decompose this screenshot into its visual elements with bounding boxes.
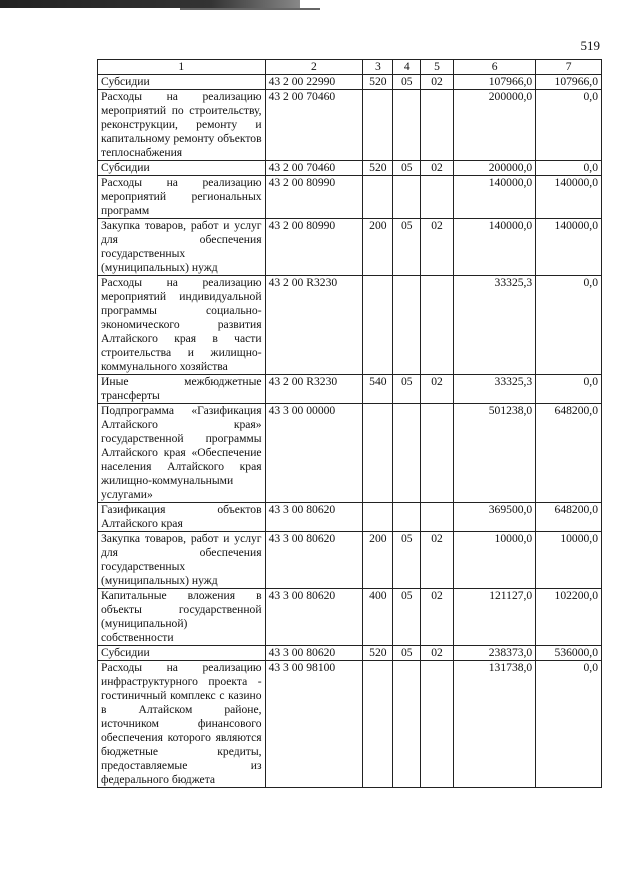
row-vr-cell: 520 <box>363 646 393 661</box>
row-vr-cell <box>363 90 393 161</box>
table-row <box>98 219 602 276</box>
row-sum-2-cell: 140000,0 <box>536 219 602 276</box>
row-name-cell: Закупка товаров, работ и услуг для обеспечения государственных (муниципальных) нужд <box>98 219 266 276</box>
table-row <box>98 503 602 532</box>
row-sum-1-cell: 140000,0 <box>453 219 535 276</box>
row-code-cell: 43 2 00 80990 <box>265 176 363 219</box>
row-rz-cell: 05 <box>393 375 421 404</box>
row-code-cell: 43 2 00 80990 <box>265 219 363 276</box>
row-rz-cell: 05 <box>393 532 421 589</box>
row-name-cell: Газификация объектов Алтайского края <box>98 503 266 532</box>
row-rz-cell: 05 <box>393 75 421 90</box>
row-sum-1-cell: 33325,3 <box>453 276 535 375</box>
row-pr-cell: 02 <box>421 219 454 276</box>
header-col-1: 1 <box>98 60 266 75</box>
table-row <box>98 404 602 503</box>
table-row <box>98 161 602 176</box>
row-sum-2-cell: 536000,0 <box>536 646 602 661</box>
row-code-cell: 43 3 00 98100 <box>265 661 363 788</box>
row-vr-cell: 520 <box>363 75 393 90</box>
row-sum-1-cell: 33325,3 <box>453 375 535 404</box>
row-pr-cell <box>421 404 454 503</box>
header-col-6: 6 <box>453 60 535 75</box>
row-sum-1-cell: 501238,0 <box>453 404 535 503</box>
row-code-cell: 43 2 00 R3230 <box>265 276 363 375</box>
row-vr-cell <box>363 276 393 375</box>
table-row <box>98 375 602 404</box>
row-pr-cell: 02 <box>421 375 454 404</box>
table-header-row <box>98 60 602 75</box>
row-name-cell: Расходы на реализацию инфраструктурного проекта - гостиничный комплекс с казино в Алтайском районе, источником финансового обеспечения которого являются бюджетные кредиты, предоставляемые из федерального бюджета <box>98 661 266 788</box>
row-name-cell: Иные межбюджетные трансферты <box>98 375 266 404</box>
budget-table-body <box>98 60 602 788</box>
row-vr-cell <box>363 404 393 503</box>
row-code-cell: 43 2 00 22990 <box>265 75 363 90</box>
row-pr-cell: 02 <box>421 646 454 661</box>
row-sum-2-cell: 0,0 <box>536 90 602 161</box>
table-row <box>98 176 602 219</box>
row-sum-2-cell: 648200,0 <box>536 503 602 532</box>
row-sum-1-cell: 140000,0 <box>453 176 535 219</box>
row-name-cell: Расходы на реализацию мероприятий по строительству, реконструкции, ремонту и капитальному ремонту объектов теплоснабжения <box>98 90 266 161</box>
row-pr-cell: 02 <box>421 75 454 90</box>
row-pr-cell <box>421 90 454 161</box>
header-col-5: 5 <box>421 60 454 75</box>
row-rz-cell <box>393 404 421 503</box>
row-vr-cell: 400 <box>363 589 393 646</box>
row-vr-cell: 200 <box>363 219 393 276</box>
row-pr-cell <box>421 276 454 375</box>
row-sum-1-cell: 131738,0 <box>453 661 535 788</box>
row-code-cell: 43 3 00 00000 <box>265 404 363 503</box>
row-rz-cell: 05 <box>393 161 421 176</box>
row-sum-2-cell: 102200,0 <box>536 589 602 646</box>
row-sum-1-cell: 238373,0 <box>453 646 535 661</box>
row-sum-1-cell: 200000,0 <box>453 90 535 161</box>
row-name-cell: Субсидии <box>98 161 266 176</box>
row-code-cell: 43 3 00 80620 <box>265 646 363 661</box>
row-pr-cell <box>421 661 454 788</box>
table-row <box>98 661 602 788</box>
row-code-cell: 43 2 00 70460 <box>265 90 363 161</box>
row-rz-cell <box>393 90 421 161</box>
row-vr-cell <box>363 661 393 788</box>
row-code-cell: 43 3 00 80620 <box>265 503 363 532</box>
row-rz-cell <box>393 276 421 375</box>
row-code-cell: 43 3 00 80620 <box>265 532 363 589</box>
row-vr-cell <box>363 176 393 219</box>
header-col-2: 2 <box>265 60 363 75</box>
table-row <box>98 276 602 375</box>
row-code-cell: 43 2 00 R3230 <box>265 375 363 404</box>
row-pr-cell <box>421 176 454 219</box>
row-rz-cell <box>393 503 421 532</box>
scan-edge-mark-secondary <box>180 8 320 10</box>
row-name-cell: Закупка товаров, работ и услуг для обеспечения государственных (муниципальных) нужд <box>98 532 266 589</box>
row-sum-1-cell: 200000,0 <box>453 161 535 176</box>
row-sum-2-cell: 0,0 <box>536 276 602 375</box>
row-sum-2-cell: 107966,0 <box>536 75 602 90</box>
header-col-7: 7 <box>536 60 602 75</box>
table-row <box>98 75 602 90</box>
table-row <box>98 589 602 646</box>
row-sum-1-cell: 121127,0 <box>453 589 535 646</box>
row-vr-cell: 540 <box>363 375 393 404</box>
scan-edge-mark <box>0 0 300 8</box>
row-rz-cell: 05 <box>393 646 421 661</box>
row-name-cell: Субсидии <box>98 75 266 90</box>
row-code-cell: 43 2 00 70460 <box>265 161 363 176</box>
row-pr-cell: 02 <box>421 532 454 589</box>
row-pr-cell: 02 <box>421 589 454 646</box>
row-code-cell: 43 3 00 80620 <box>265 589 363 646</box>
row-name-cell: Подпрограмма «Газификация Алтайского края» государственной программы Алтайского края «Обеспечение населения Алтайского края жилищно-коммунальными услугами» <box>98 404 266 503</box>
row-sum-1-cell: 107966,0 <box>453 75 535 90</box>
row-vr-cell: 200 <box>363 532 393 589</box>
row-sum-2-cell: 140000,0 <box>536 176 602 219</box>
row-pr-cell: 02 <box>421 161 454 176</box>
row-rz-cell <box>393 176 421 219</box>
row-sum-2-cell: 0,0 <box>536 375 602 404</box>
row-sum-1-cell: 369500,0 <box>453 503 535 532</box>
row-rz-cell <box>393 661 421 788</box>
row-sum-2-cell: 648200,0 <box>536 404 602 503</box>
row-rz-cell: 05 <box>393 589 421 646</box>
page-number: 519 <box>580 38 600 53</box>
row-name-cell: Субсидии <box>98 646 266 661</box>
row-pr-cell <box>421 503 454 532</box>
row-sum-2-cell: 0,0 <box>536 161 602 176</box>
row-sum-2-cell: 0,0 <box>536 661 602 788</box>
row-name-cell: Расходы на реализацию мероприятий региональных программ <box>98 176 266 219</box>
table-row <box>98 532 602 589</box>
header-col-4: 4 <box>393 60 421 75</box>
row-vr-cell <box>363 503 393 532</box>
row-sum-1-cell: 10000,0 <box>453 532 535 589</box>
row-rz-cell: 05 <box>393 219 421 276</box>
row-sum-2-cell: 10000,0 <box>536 532 602 589</box>
row-name-cell: Расходы на реализацию мероприятий индивидуальной программы социально-экономического развития Алтайского края в части строительства и жилищно-коммунального хозяйства <box>98 276 266 375</box>
budget-table <box>97 59 602 788</box>
row-vr-cell: 520 <box>363 161 393 176</box>
row-name-cell: Капитальные вложения в объекты государственной (муниципальной) собственности <box>98 589 266 646</box>
table-row <box>98 90 602 161</box>
header-col-3: 3 <box>363 60 393 75</box>
table-row <box>98 646 602 661</box>
